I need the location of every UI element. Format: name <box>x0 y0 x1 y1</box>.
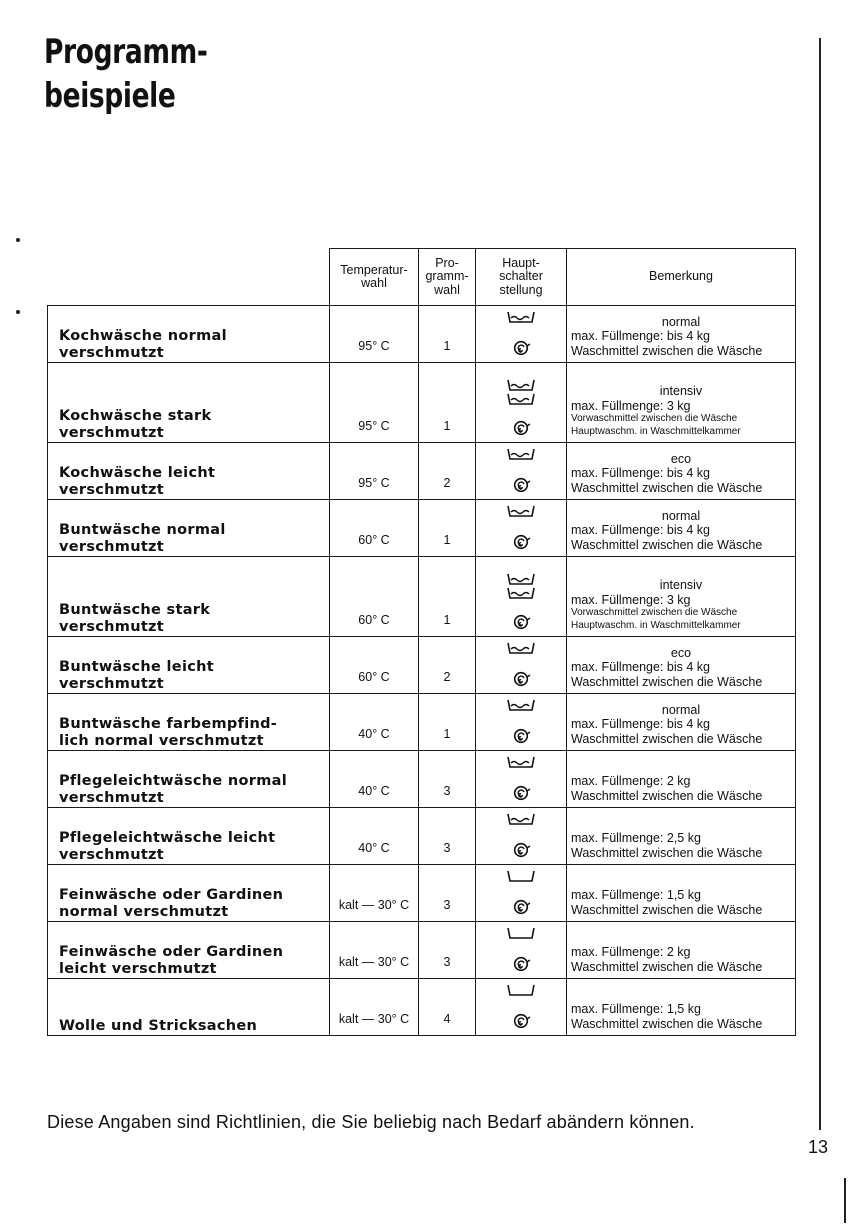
margin-rule <box>819 38 821 1130</box>
remark-mode: normal <box>661 702 701 717</box>
remark-mode: intensiv <box>659 384 703 398</box>
header-remark: Bemerkung <box>567 249 796 306</box>
main-switch-position <box>476 751 567 808</box>
temperature-value: 60° C <box>330 500 419 557</box>
table-row <box>48 363 796 443</box>
remark-note: Hauptwaschm. in Waschmittelkammer <box>571 425 741 437</box>
remark-line: max. Füllmenge: 2 kg <box>571 945 691 959</box>
program-value: 2 <box>419 443 476 500</box>
header-blank <box>48 249 330 306</box>
header-main-switch: Haupt- schalter stellung <box>476 249 567 306</box>
temperature-value: 95° C <box>330 443 419 500</box>
gentle-tub-icon <box>476 867 566 919</box>
program-value: 2 <box>419 637 476 694</box>
program-name: Buntwäsche normal verschmutzt <box>48 500 330 557</box>
gentle-tub-icon <box>476 981 566 1033</box>
remark-line: max. Füllmenge: 1,5 kg <box>571 888 701 902</box>
remark-line: Waschmittel zwischen die Wäsche <box>571 731 763 746</box>
temperature-value: kalt — 30° C <box>330 922 419 979</box>
main-switch-position <box>476 443 567 500</box>
remark-line: Waschmittel zwischen die Wäsche <box>571 1016 763 1031</box>
remark-cell <box>567 808 796 865</box>
wash-tub-icon <box>476 502 566 554</box>
wash-tub-icon <box>476 696 566 748</box>
program-value: 3 <box>419 865 476 922</box>
footer-note: Diese Angaben sind Richtlinien, die Sie beliebig nach Bedarf abändern können. <box>47 1112 695 1132</box>
header-program: Pro- gramm- wahl <box>419 249 476 306</box>
remark-line: max. Füllmenge: bis 4 kg <box>571 329 710 343</box>
remark-line: max. Füllmenge: bis 4 kg <box>571 717 710 731</box>
program-value: 3 <box>419 922 476 979</box>
remark-cell <box>567 557 796 637</box>
temperature-value: 95° C <box>330 306 419 363</box>
page-title-line-1: Programm- <box>44 32 208 72</box>
program-value: 1 <box>419 500 476 557</box>
table-row <box>48 500 796 557</box>
remark-line: Waschmittel zwischen die Wäsche <box>571 480 763 495</box>
remark-line: max. Füllmenge: 1,5 kg <box>571 1002 701 1016</box>
remark-cell <box>567 865 796 922</box>
remark-cell <box>567 306 796 363</box>
temperature-value: 40° C <box>330 751 419 808</box>
remark-cell <box>567 500 796 557</box>
program-name: Kochwäsche normal verschmutzt <box>48 306 330 363</box>
table-row <box>48 637 796 694</box>
temperature-value: kalt — 30° C <box>330 979 419 1036</box>
main-switch-position <box>476 694 567 751</box>
remark-line: max. Füllmenge: bis 4 kg <box>571 466 710 480</box>
table-row <box>48 865 796 922</box>
margin-rule-lower <box>844 1178 846 1223</box>
header-temperature: Temperatur- wahl <box>330 249 419 306</box>
program-name: Wolle und Stricksachen <box>48 979 330 1036</box>
remark-line: Waschmittel zwischen die Wäsche <box>571 537 763 552</box>
program-value: 4 <box>419 979 476 1036</box>
table-row <box>48 443 796 500</box>
remark-cell <box>567 363 796 443</box>
table-row <box>48 306 796 363</box>
remark-line: Waschmittel zwischen die Wäsche <box>571 845 763 860</box>
temperature-value: 40° C <box>330 808 419 865</box>
remark-line: Waschmittel zwischen die Wäsche <box>571 343 763 358</box>
remark-line: max. Füllmenge: 3 kg <box>571 592 691 607</box>
program-name: Kochwäsche leicht verschmutzt <box>48 443 330 500</box>
remark-line: Waschmittel zwischen die Wäsche <box>571 959 763 974</box>
main-switch-position <box>476 306 567 363</box>
remark-cell <box>567 922 796 979</box>
page-title-line-2: beispiele <box>44 76 176 116</box>
program-value: 1 <box>419 363 476 443</box>
main-switch-position <box>476 500 567 557</box>
program-value: 1 <box>419 694 476 751</box>
table-row <box>48 979 796 1036</box>
page-title <box>44 30 207 118</box>
remark-note: Vorwaschmittel zwischen die Wäsche <box>571 607 738 618</box>
temperature-value: 40° C <box>330 694 419 751</box>
wash-tub-icon <box>476 308 566 360</box>
main-switch-position <box>476 922 567 979</box>
remark-cell <box>567 694 796 751</box>
remark-line: max. Füllmenge: 2 kg <box>571 774 691 788</box>
remark-line: max. Füllmenge: bis 4 kg <box>571 660 710 674</box>
wash-tub-icon <box>476 810 566 862</box>
remark-note: Vorwaschmittel zwischen die Wäsche <box>571 413 738 424</box>
table-row <box>48 922 796 979</box>
program-name: Pflegeleichtwäsche leicht verschmutzt <box>48 808 330 865</box>
remark-line: Waschmittel zwischen die Wäsche <box>571 788 763 803</box>
remark-line: Waschmittel zwischen die Wäsche <box>571 902 763 917</box>
wash-tub-icon <box>476 753 566 805</box>
program-value: 1 <box>419 306 476 363</box>
remark-cell <box>567 443 796 500</box>
table-row <box>48 694 796 751</box>
main-switch-position <box>476 808 567 865</box>
header-row <box>48 249 796 306</box>
program-name: Feinwäsche oder Gardinen normal verschmutzt <box>48 865 330 922</box>
wash-tub-icon <box>476 445 566 497</box>
main-switch-position <box>476 979 567 1036</box>
gentle-tub-icon <box>476 924 566 976</box>
page-number: 13 <box>808 1137 829 1157</box>
remark-mode: eco <box>670 645 692 660</box>
program-table <box>47 248 796 1036</box>
program-value: 3 <box>419 808 476 865</box>
program-value: 3 <box>419 751 476 808</box>
remark-mode: eco <box>670 451 692 466</box>
remark-line: max. Füllmenge: bis 4 kg <box>571 523 710 537</box>
program-name: Feinwäsche oder Gardinen leicht verschmutzt <box>48 922 330 979</box>
program-name: Buntwäsche stark verschmutzt <box>48 557 330 637</box>
remark-note: Hauptwaschm. in Waschmittelkammer <box>571 619 741 631</box>
program-name: Buntwäsche leicht verschmutzt <box>48 637 330 694</box>
remark-line: max. Füllmenge: 2,5 kg <box>571 831 701 845</box>
program-name: Buntwäsche farbempfind- lich normal verschmutzt <box>48 694 330 751</box>
main-switch-position <box>476 363 567 443</box>
main-switch-position <box>476 865 567 922</box>
main-switch-position <box>476 637 567 694</box>
scan-speck <box>16 310 20 314</box>
temperature-value: kalt — 30° C <box>330 865 419 922</box>
temperature-value: 60° C <box>330 637 419 694</box>
program-name: Pflegeleichtwäsche normal verschmutzt <box>48 751 330 808</box>
remark-mode: intensiv <box>659 578 703 592</box>
program-value: 1 <box>419 557 476 637</box>
remark-line: Waschmittel zwischen die Wäsche <box>571 674 763 689</box>
remark-cell <box>567 751 796 808</box>
main-switch-position <box>476 557 567 637</box>
remark-mode: normal <box>661 314 701 329</box>
table-row <box>48 557 796 637</box>
remark-cell <box>567 979 796 1036</box>
remark-mode: normal <box>661 508 701 523</box>
wash-tub-icon <box>476 639 566 691</box>
table-row <box>48 751 796 808</box>
temperature-value: 60° C <box>330 557 419 637</box>
scan-speck <box>16 238 20 242</box>
prewash-tub-icon <box>476 376 566 440</box>
remark-line: max. Füllmenge: 3 kg <box>571 398 691 413</box>
program-name: Kochwäsche stark verschmutzt <box>48 363 330 443</box>
prewash-tub-icon <box>476 570 566 634</box>
table-row <box>48 808 796 865</box>
temperature-value: 95° C <box>330 363 419 443</box>
remark-cell <box>567 637 796 694</box>
